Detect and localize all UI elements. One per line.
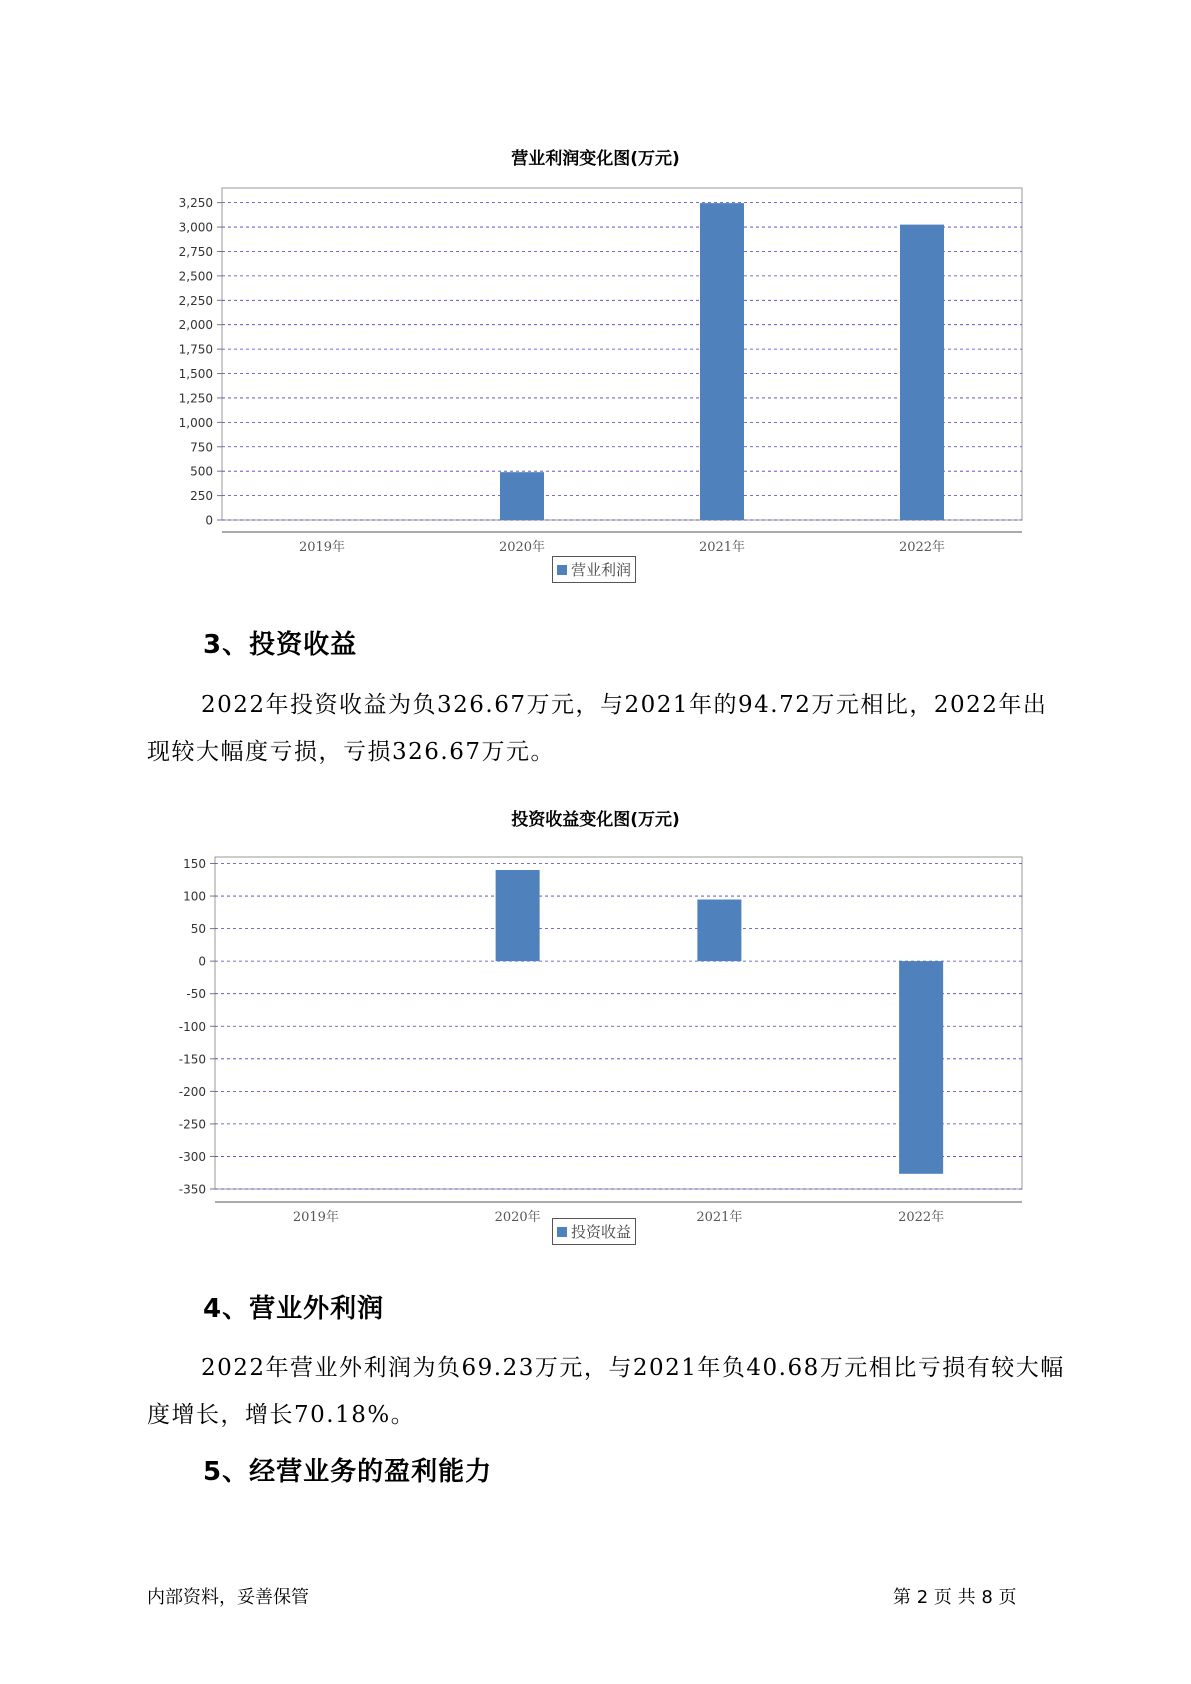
y-tick-label: -300 xyxy=(178,1149,206,1164)
chart1-legend-label: 营业利润 xyxy=(571,561,632,579)
y-tick-label: 0 xyxy=(198,954,206,969)
bar xyxy=(496,870,540,961)
y-tick-label: -250 xyxy=(178,1117,206,1132)
y-tick-label: 1,000 xyxy=(178,415,213,430)
x-tick-label: 2020年 xyxy=(494,1210,541,1225)
x-tick-label: 2022年 xyxy=(898,1210,945,1225)
x-tick-label: 2019年 xyxy=(292,1210,339,1225)
y-tick-label: 150 xyxy=(183,857,206,872)
chart2-title: 投资收益变化图(万元) xyxy=(511,810,680,830)
y-tick-label: 250 xyxy=(190,489,213,504)
y-tick-label: -200 xyxy=(178,1084,206,1099)
y-tick-label: -50 xyxy=(186,987,206,1002)
y-tick-label: 3,000 xyxy=(178,220,213,235)
y-tick-label: 1,750 xyxy=(178,342,213,357)
x-tick-label: 2021年 xyxy=(698,540,746,555)
y-tick-label: 500 xyxy=(190,464,213,479)
legend-swatch-icon xyxy=(557,1227,567,1237)
y-tick-label: 1,250 xyxy=(178,391,213,406)
chart2-legend-label: 投资收益 xyxy=(571,1223,632,1241)
footer-page-number: 第 2 页 共 8 页 xyxy=(893,1587,1017,1608)
section4-paragraph: 2022年营业外利润为负69.23万元，与2021年负40.68万元相比亏损有较大幅度增长，增长70.18%。 xyxy=(147,1355,1065,1428)
section5-heading: 5、经营业务的盈利能力 xyxy=(203,1457,493,1487)
y-tick-label: -100 xyxy=(178,1019,206,1034)
section3-heading: 3、投资收益 xyxy=(203,630,358,660)
y-tick-label: 2,250 xyxy=(178,293,213,308)
x-tick-label: 2022年 xyxy=(898,540,946,555)
section4-heading: 4、营业外利润 xyxy=(203,1294,385,1324)
section3-paragraph: 2022年投资收益为负326.67万元，与2021年的94.72万元相比，2022年出现较大幅度亏损，亏损326.67万元。 xyxy=(147,692,1048,765)
y-tick-label: 2,000 xyxy=(178,318,213,333)
y-tick-label: 2,750 xyxy=(178,244,213,259)
y-tick-label: -350 xyxy=(178,1182,206,1197)
chart1-title: 营业利润变化图(万元) xyxy=(511,149,680,169)
x-tick-label: 2019年 xyxy=(298,540,346,555)
y-tick-label: 750 xyxy=(190,440,213,455)
y-tick-label: 50 xyxy=(190,922,206,937)
chart2-legend xyxy=(552,1218,636,1245)
y-tick-label: 1,500 xyxy=(178,367,213,382)
y-tick-label: 3,250 xyxy=(178,196,213,211)
y-tick-label: -150 xyxy=(178,1052,206,1067)
x-tick-label: 2020年 xyxy=(498,540,546,555)
footer-confidential: 内部资料，妥善保管 xyxy=(147,1587,309,1608)
y-tick-label: 2,500 xyxy=(178,269,213,284)
y-tick-label: 100 xyxy=(183,889,206,904)
bar xyxy=(697,899,741,961)
bar xyxy=(899,961,943,1174)
y-tick-label: 0 xyxy=(205,513,213,528)
x-tick-label: 2021年 xyxy=(696,1210,743,1225)
